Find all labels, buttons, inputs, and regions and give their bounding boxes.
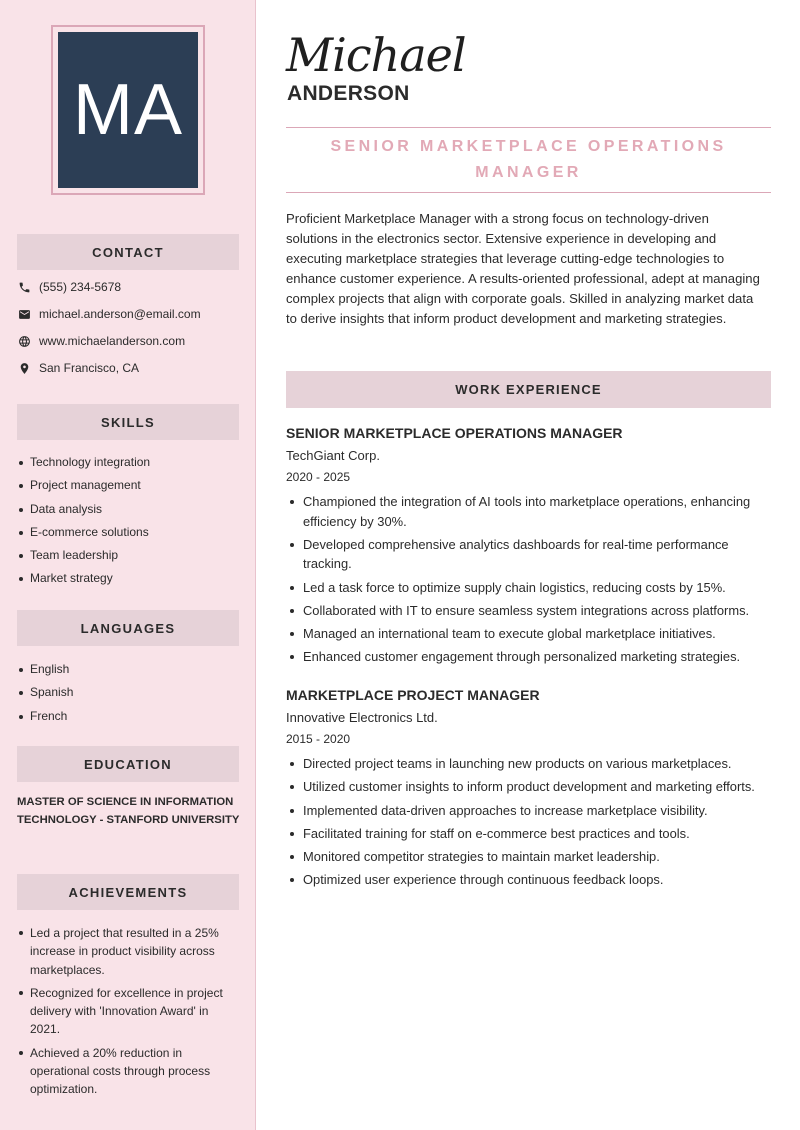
job-bullet: Implemented data-driven approaches to increase marketplace visibility. bbox=[286, 801, 771, 821]
skill-item: Technology integration bbox=[17, 455, 239, 478]
languages-header: LANGUAGES bbox=[17, 610, 239, 646]
job-bullets bbox=[286, 492, 771, 667]
language-item: French bbox=[17, 709, 239, 732]
monogram-initials: MA bbox=[73, 70, 183, 150]
sidebar bbox=[0, 0, 256, 1130]
contact-website bbox=[17, 334, 185, 348]
job-company: TechGiant Corp. bbox=[286, 448, 380, 463]
skill-item: Data analysis bbox=[17, 502, 239, 525]
language-item: English bbox=[17, 662, 239, 685]
achievements-list bbox=[17, 924, 232, 1104]
contact-phone bbox=[17, 280, 121, 294]
education-degree: MASTER OF SCIENCE IN INFORMATION TECHNOLOGY - STANFORD UNIVERSITY bbox=[17, 796, 240, 826]
language-item: Spanish bbox=[17, 685, 239, 708]
job-dates: 2015 - 2020 bbox=[286, 732, 351, 746]
skills-header: SKILLS bbox=[17, 404, 239, 440]
summary: Proficient Marketplace Manager with a strong focus on technology-driven solutions in the electronics sector. Extensive experience in developing and executing marketplace strategies that leverage cutting-edge technologies to enhance customer experience. A results-oriented professional, adept at managing complex projects that align with corporate goals. Skilled in analyzing market data to derive insights that inform product development and marketing strategies. bbox=[286, 211, 760, 326]
email-icon bbox=[17, 307, 31, 321]
job-bullet: Facilitated training for staff on e-commerce best practices and tools. bbox=[286, 824, 771, 844]
achievement-item: Achieved a 20% reduction in operational costs through process optimization. bbox=[17, 1044, 232, 1099]
contact-location bbox=[17, 361, 139, 375]
skills-list bbox=[17, 455, 239, 595]
job-bullet: Managed an international team to execute global marketplace initiatives. bbox=[286, 624, 771, 644]
phone-text: (555) 234-5678 bbox=[39, 280, 122, 294]
contact-header: CONTACT bbox=[17, 234, 239, 270]
skill-item: Team leadership bbox=[17, 548, 239, 571]
job-bullet: Monitored competitor strategies to maintain market leadership. bbox=[286, 847, 771, 867]
title-rule-top bbox=[286, 127, 771, 128]
job-bullets bbox=[286, 754, 771, 890]
website-text[interactable]: www.michaelanderson.com bbox=[39, 334, 186, 348]
job-bullet: Developed comprehensive analytics dashboards for real-time performance tracking. bbox=[286, 535, 771, 574]
achievement-item: Recognized for excellence in project delivery with 'Innovation Award' in 2021. bbox=[17, 984, 232, 1039]
job-entry bbox=[286, 686, 771, 894]
location-pin-icon bbox=[17, 361, 31, 375]
location-text: San Francisco, CA bbox=[39, 361, 140, 375]
achievement-item: Led a project that resulted in a 25% increase in product visibility across marketplaces. bbox=[17, 924, 232, 979]
title-rule-bottom bbox=[286, 192, 771, 193]
job-bullet: Optimized user experience through continuous feedback loops. bbox=[286, 870, 771, 890]
job-role: MARKETPLACE PROJECT MANAGER bbox=[286, 687, 540, 703]
work-experience-header: WORK EXPERIENCE bbox=[286, 371, 771, 408]
job-bullet: Led a task force to optimize supply chain logistics, reducing costs by 15%. bbox=[286, 578, 771, 598]
contact-email bbox=[17, 307, 201, 321]
monogram bbox=[58, 32, 198, 188]
achievements-header: ACHIEVEMENTS bbox=[17, 874, 239, 910]
skill-item: Market strategy bbox=[17, 571, 239, 594]
job-bullet: Championed the integration of AI tools into marketplace operations, enhancing efficiency by 30%. bbox=[286, 492, 771, 531]
skill-item: E-commerce solutions bbox=[17, 525, 239, 548]
job-title: SENIOR MARKETPLACE OPERATIONS MANAGER bbox=[330, 138, 727, 181]
job-entry bbox=[286, 424, 771, 671]
job-role: SENIOR MARKETPLACE OPERATIONS MANAGER bbox=[286, 425, 623, 441]
job-bullet: Directed project teams in launching new products on various marketplaces. bbox=[286, 754, 771, 774]
education-header: EDUCATION bbox=[17, 746, 239, 782]
job-company: Innovative Electronics Ltd. bbox=[286, 710, 438, 725]
languages-list bbox=[17, 662, 239, 732]
skill-item: Project management bbox=[17, 478, 239, 501]
job-bullet: Enhanced customer engagement through personalized marketing strategies. bbox=[286, 647, 771, 667]
first-name: Michael bbox=[286, 28, 466, 82]
job-bullet: Collaborated with IT to ensure seamless system integrations across platforms. bbox=[286, 601, 771, 621]
phone-icon bbox=[17, 280, 31, 294]
globe-icon bbox=[17, 334, 31, 348]
job-bullet: Utilized customer insights to inform product development and marketing efforts. bbox=[286, 777, 771, 797]
last-name: ANDERSON bbox=[287, 82, 410, 105]
job-dates: 2020 - 2025 bbox=[286, 470, 351, 484]
email-text[interactable]: michael.anderson@email.com bbox=[39, 307, 201, 321]
monogram-frame bbox=[51, 25, 205, 195]
